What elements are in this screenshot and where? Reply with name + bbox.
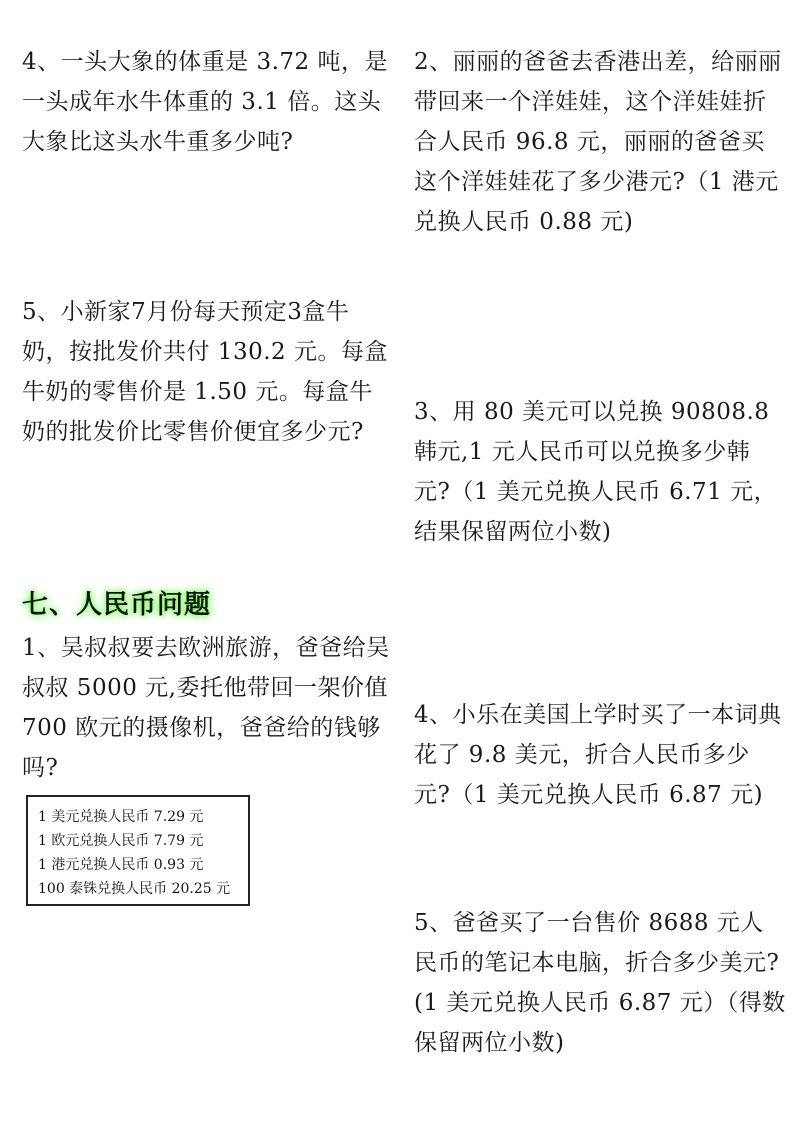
problem-3-krw: 3、用 80 美元可以兑换 90808.8 韩元,1 元人民币可以兑换多少韩元?（1 美元兑换人民币 6.71 元，结果保留两位小数) — [414, 399, 778, 545]
exchange-rate-hkd: 1 港元兑换人民币 0.93 元 — [38, 857, 204, 873]
problem-5-milk: 5、小新家7月份每天预定3盒牛奶，按批发价共付 130.2 元。每盒牛奶的零售价是 1.50 元。每盒牛奶的批发价比零售价便宜多少元? — [22, 299, 388, 445]
exchange-rate-thb: 100 泰铢兑换人民币 20.25 元 — [38, 881, 231, 897]
problem-4-elephant: 4、一头大象的体重是 3.72 吨，是一头成年水牛体重的 3.1 倍。这头大象比这头水牛重多少吨? — [22, 49, 388, 155]
section-title-rmb-problems: 七、人民币问题 — [22, 590, 212, 620]
problem-5-laptop: 5、爸爸买了一台售价 8688 元人民币的笔记本电脑，折合多少美元?(1 美元兑换人民币 6.87 元）（得数保留两位小数) — [414, 910, 786, 1056]
exchange-rate-eur: 1 欧元兑换人民币 7.79 元 — [38, 833, 204, 849]
problem-4-dictionary: 4、小乐在美国上学时买了一本词典花了 9.8 美元，折合人民币多少元?（1 美元兑换人民币 6.87 元) — [414, 702, 782, 808]
problem-2-doll-hkd: 2、丽丽的爸爸去香港出差，给丽丽带回来一个洋娃娃，这个洋娃娃折合人民币 96.8 元，丽丽的爸爸买这个洋娃娃花了多少港元?（1 港元兑换人民币 0.88 元) — [414, 49, 782, 235]
section-problem-1-camera: 1、吴叔叔要去欧洲旅游，爸爸给吴叔叔 5000 元,委托他带回一架价值700 欧元的摄像机，爸爸给的钱够吗? — [22, 635, 390, 781]
exchange-rate-usd: 1 美元兑换人民币 7.29 元 — [38, 809, 204, 825]
exchange-rate-table — [26, 795, 250, 906]
